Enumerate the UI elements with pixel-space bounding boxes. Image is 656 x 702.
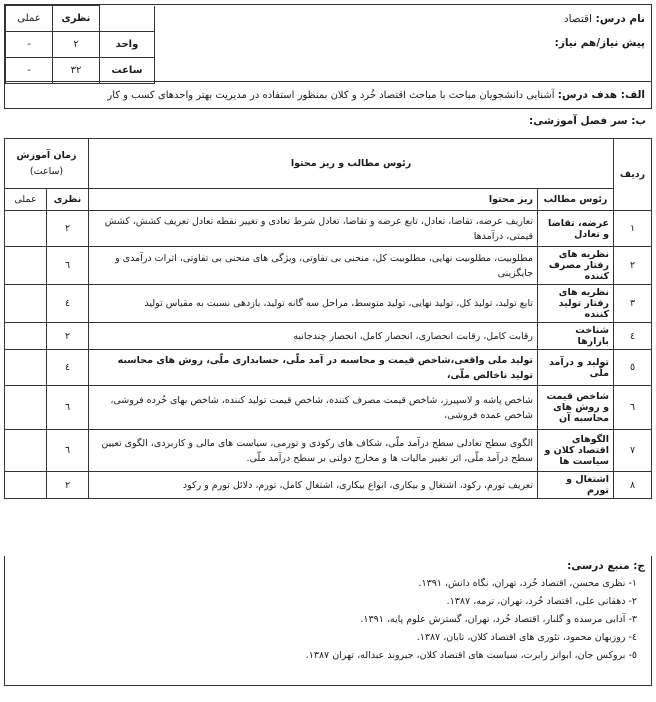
header-main-content: رئوس مطالب و ریز محتوا (89, 139, 614, 189)
units-row-hour-theory: ۳۲ (53, 58, 100, 84)
units-col-practical: عملی (6, 6, 53, 32)
header-row-number: ردیف (614, 139, 652, 211)
row-practical (5, 247, 47, 285)
course-name: اقتصاد (563, 13, 592, 25)
reference-item: ۱- نظری محسن، اقتصاد خُرد، تهران، نگاه دانش، ۱۳۹۱. (418, 578, 637, 589)
table-row (5, 323, 652, 350)
row-title: نظریه های رفتار مصرف کننده (538, 247, 614, 285)
row-practical (5, 285, 47, 323)
row-theory: ۲ (47, 211, 89, 247)
row-number: ٧ (614, 430, 652, 472)
header-title: رئوس مطالب (538, 189, 614, 211)
goal-label: الف: هدف درس: (557, 89, 645, 101)
units-row-hour-label: ساعت (100, 58, 155, 84)
row-theory: ٦ (47, 247, 89, 285)
row-theory: ٦ (47, 430, 89, 472)
units-row-unit-theory: ۲ (53, 32, 100, 58)
units-table (5, 5, 155, 84)
table-row (5, 247, 652, 285)
table-row (5, 350, 652, 386)
row-title: الگوهای اقتصاد کلان و سیاست ها (538, 430, 614, 472)
row-sub: شاخص پاشه و لاسپیرز، شاخص قیمت مصرف کننده، شاخص قیمت تولید کننده، شاخص بهای خُرده فروشی، شاخص عمده فروشی، (89, 386, 538, 430)
course-goal (4, 82, 652, 109)
row-title: شناخت بازارها (538, 323, 614, 350)
row-theory: ۲ (47, 472, 89, 499)
reference-item: ٥- بروکس جان، ابوانز رابرت، سیاست های اقتصاد کلان، جیروند عبداله، تهران ۱۳۸۷. (305, 650, 637, 661)
row-title: شاخص قیمت و روش های محاسبه آن (538, 386, 614, 430)
row-number: ٤ (614, 323, 652, 350)
row-title: عرضه، تقاضا و تعادل (538, 211, 614, 247)
row-sub: رقابت کامل، رقابت انحصاری، انحصار کامل، انحصار چندجانبه (89, 323, 538, 350)
references-title: ج: منبع درسی: (567, 560, 645, 572)
row-sub: تعریف تورم، رکود، اشتغال و بیکاری، انواع بیکاری، اشتغال کامل، تورم، دلائل تورم و رکود (89, 472, 538, 499)
reference-item: ۳- آدابی مرسده و گلنار، اقتصاد خُرد، تهران، گسترش علوم پایه، ۱۳۹۱. (360, 614, 637, 625)
references-section (4, 556, 652, 686)
row-theory: ٤ (47, 285, 89, 323)
row-title: نظریه های رفتار تولید کننده (538, 285, 614, 323)
header-time-label: زمان آموزش (16, 149, 77, 161)
table-row (5, 285, 652, 323)
row-practical (5, 472, 47, 499)
table-row (5, 386, 652, 430)
course-name-line (564, 13, 645, 25)
row-number: ۱ (614, 211, 652, 247)
course-syllabus-page (4, 4, 652, 692)
row-number: ۸ (614, 472, 652, 499)
units-row-unit-label: واحد (100, 32, 155, 58)
row-number: ۳ (614, 285, 652, 323)
prereq-label: پیش نیاز/هم نیاز: (554, 37, 645, 49)
row-number: ٥ (614, 350, 652, 386)
table-row (5, 430, 652, 472)
units-corner (100, 6, 155, 32)
row-sub: تولید ملی واقعی،شاخص قیمت و محاسبه در آمد ملّی، حسابداری ملّی، روش های محاسبه تولید ناخالص ملّی، (89, 350, 538, 386)
table-row (5, 472, 652, 499)
row-title: اشتغال و تورم (538, 472, 614, 499)
units-row-hour-practical: - (6, 58, 53, 84)
row-practical (5, 323, 47, 350)
row-theory: ۲ (47, 323, 89, 350)
row-practical (5, 430, 47, 472)
section-b-title: ب: سر فصل آموزشی: (528, 115, 646, 127)
reference-item: ۲- دهقانی علی، اقتصاد خُرد، تهران، ترمه، ۱۳۸۷. (446, 596, 637, 607)
row-title: تولید و درآمد ملّی (538, 350, 614, 386)
row-number: ۲ (614, 247, 652, 285)
row-practical (5, 386, 47, 430)
header-time-unit: (ساعت) (29, 165, 64, 177)
units-row-unit-practical: - (6, 32, 53, 58)
row-sub: تابع تولید، تولید کل، تولید نهایی، تولید متوسط، مراحل سه گانه تولید، بازدهی نسبت به مقیاس تولید (89, 285, 538, 323)
table-row (5, 211, 652, 247)
course-name-label: نام درس: (595, 13, 645, 25)
header-theory: نظری (47, 189, 89, 211)
prereq-line (555, 37, 645, 49)
row-theory: ٦ (47, 386, 89, 430)
goal-text: آشنایی دانشجویان مباحث با مباحث اقتصاد خُرد و کلان بمنظور استفاده در مدیریت بهتر واحدهای کسب و کار (107, 90, 555, 101)
row-practical (5, 211, 47, 247)
row-sub: الگوی سطح تعادلی سطح درآمد ملّی، شکاف های رکودی و تورمی، سیاست های مالی و کاربردی، الگوی تعیین سطح درآمد ملّی، اثر تغییر مالیات ها و مخارج دولتی بر سطح درآمد ملّی. (89, 430, 538, 472)
reference-item: ٤- روزبهان محمود، تئوری های اقتصاد کلان، تابان، ۱۳۸۷. (416, 632, 637, 643)
units-col-theory: نظری (53, 6, 100, 32)
row-theory: ٤ (47, 350, 89, 386)
header-practical: عملی (5, 189, 47, 211)
row-practical (5, 350, 47, 386)
header-time (5, 139, 89, 189)
row-sub: مطلوبیت، مطلوبیت نهایی، مطلوبیت کل، منحنی بی تفاوتی، ویژگی های منحنی بی تفاوتی، اثرات درآمدی و جایگزینی (89, 247, 538, 285)
syllabus-table (4, 138, 652, 499)
header-sub: ریز محتوا (89, 189, 538, 211)
course-header (4, 4, 652, 82)
row-sub: تعاریف عرضه، تقاضا، تعادل، تابع عرضه و تقاضا، تعادل شرط تعادی و تغییر نقطه تعادل تعریف کشش، کشش قیمتی، درآمدها (89, 211, 538, 247)
row-number: ٦ (614, 386, 652, 430)
